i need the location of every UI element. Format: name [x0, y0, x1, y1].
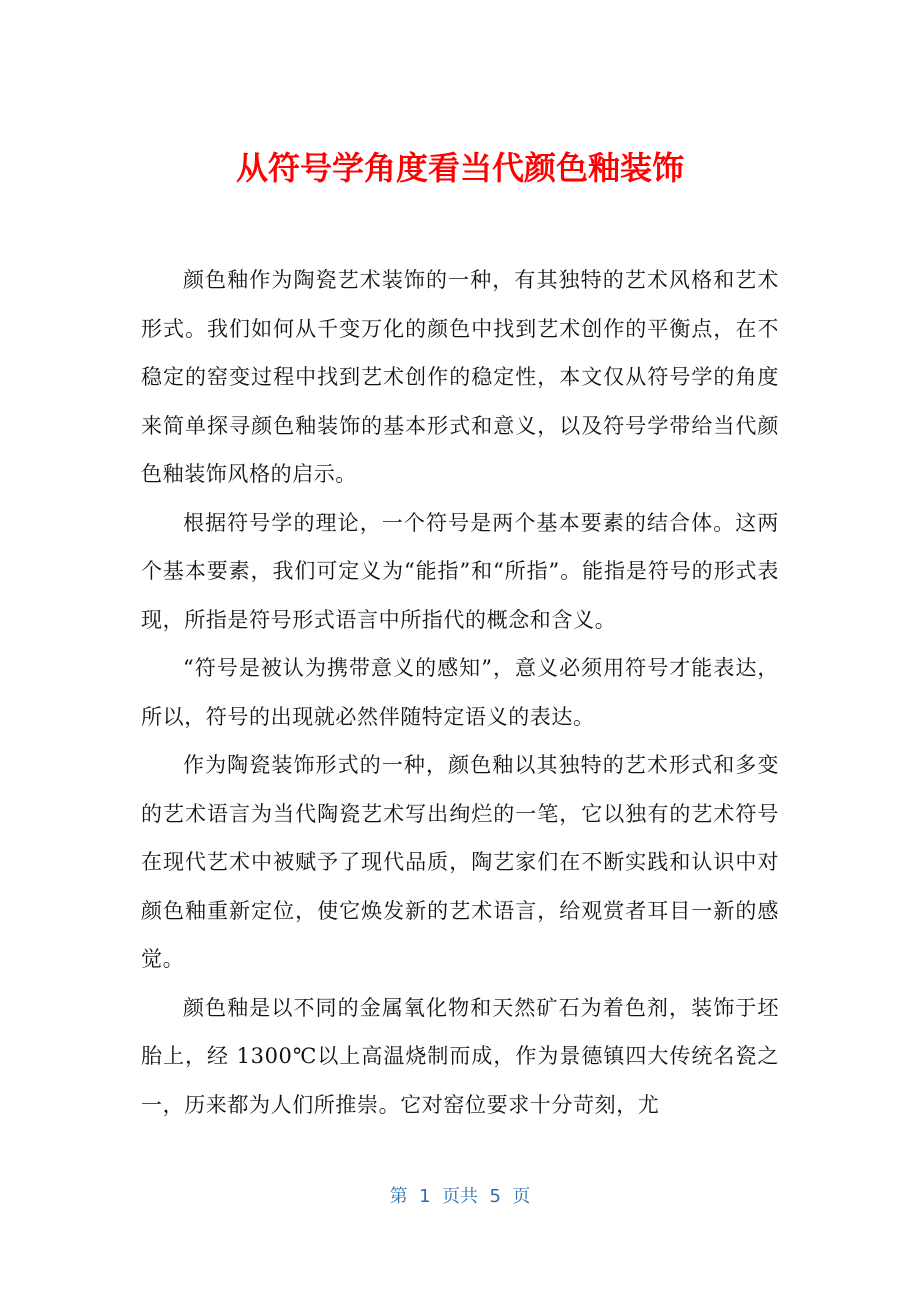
paragraph: 颜色釉是以不同的金属氧化物和天然矿石为着色剂，装饰于坯胎上，经 1300℃以上高温烧制而成，作为景德镇四大传统名瓷之一，历来都为人们所推崇。它对窑位要求十分苛刻，尤	[141, 995, 779, 1117]
paragraph: 根据符号学的理论，一个符号是两个基本要素的结合体。这两个基本要素，我们可定义为“能指”和“所指”。能指是符号的形式表现，所指是符号形式语言中所指代的概念和含义。	[141, 510, 779, 632]
paragraph: “符号是被认为携带意义的感知”，意义必须用符号才能表达，所以，符号的出现就必然伴随特定语义的表达。	[141, 656, 779, 729]
document-body	[141, 256, 779, 1129]
page-number-footer: 第 1 页共 5 页	[389, 1186, 531, 1207]
paragraph: 颜色釉作为陶瓷艺术装饰的一种，有其独特的艺术风格和艺术形式。我们如何从千变万化的颜色中找到艺术创作的平衡点，在不稳定的窑变过程中找到艺术创作的稳定性，本文仅从符号学的角度来简单探寻颜色釉装饰的基本形式和意义，以及符号学带给当代颜色釉装饰风格的启示。	[141, 268, 779, 486]
document-title: 从符号学角度看当代颜色釉装饰	[235, 149, 684, 187]
paragraph: 作为陶瓷装饰形式的一种，颜色釉以其独特的艺术形式和多变的艺术语言为当代陶瓷艺术写出绚烂的一笔，它以独有的艺术符号在现代艺术中被赋予了现代品质，陶艺家们在不断实践和认识中对颜色釉重新定位，使它焕发新的艺术语言，给观赏者耳目一新的感觉。	[141, 753, 779, 971]
